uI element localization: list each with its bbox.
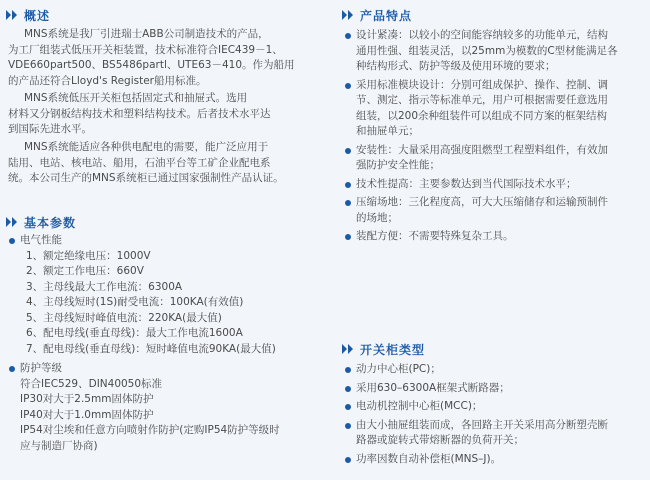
feature-line: 设计紧凑：以较小的空间能容纳较多的功能单元，结构	[356, 29, 608, 41]
type-line: 功率因数自动补偿柜(MNS–J)。	[356, 452, 502, 465]
protection-line: 应与制造厂协商)	[20, 439, 98, 452]
bullet-dot	[345, 33, 351, 39]
protection-line: IP54对尘埃和任意方向喷射作防护(定购IP54防护等级时	[20, 424, 280, 436]
type-line: 动力中心柜(PC)；	[356, 363, 441, 375]
types-header	[340, 340, 425, 358]
feature-line: 安装性：大量采用高强度阻燃型工程塑料组件，有效加	[356, 143, 608, 156]
bullet-dot	[345, 148, 351, 154]
param-item: 2、额定工作电压：660V	[26, 265, 144, 277]
feature-line: 通用性强、组装灵活，以25mm为模数的C型材能满足各	[356, 44, 618, 57]
list-item	[344, 229, 644, 245]
list-item	[344, 28, 644, 75]
feature-line: 装配方便：不需要特殊复杂工具。	[356, 230, 514, 242]
list-item	[344, 195, 644, 226]
feature-line: 技术性提高：主要参数达到当代国际技术水平；	[356, 177, 577, 190]
param-item: 3、主母线最大工作电流：6300A	[26, 280, 183, 293]
list-item	[344, 177, 644, 193]
text-line: 到国际先进水平。	[8, 123, 92, 135]
overview-title: 概述	[24, 8, 51, 23]
text-line: MNS系统是我厂引进瑞士ABB公司制造技术的产品，	[24, 28, 269, 40]
text-line: 为工厂组装式低压开关柜装置，技术标准符合IEC439－1、	[8, 43, 283, 56]
type-line: 电动机控制中心柜(MCC)；	[356, 400, 483, 412]
text-line: 材料又分钢板结构技术和塑料结构技术。后者技术水平达	[8, 107, 271, 120]
feature-line: 压缩场地：三化程度高，可大大压缩储存和运输预制件	[356, 196, 608, 208]
list-item	[8, 280, 328, 296]
bullet-dot	[9, 366, 15, 372]
feature-line: 强防护安全性能；	[356, 159, 440, 171]
protection-line: 符合IEC529、DIN40050标准	[20, 377, 163, 390]
text-line: 陆用、电站、核电站、船用，石油平台等工矿企业配电系	[8, 156, 271, 169]
text-line: 的产品还符合Lloyd's Register船用标准。	[8, 74, 207, 87]
list-item	[344, 78, 644, 140]
params-title: 基本参数	[24, 215, 77, 230]
param-item: 5、主母线短时峰值电流：220KA(最大值)	[26, 311, 222, 324]
double-chevron-icon	[340, 342, 356, 356]
feature-line: 和抽屉单元；	[356, 125, 419, 137]
types-title: 开关柜类型	[360, 342, 426, 357]
protection-heading: 防护等级	[20, 362, 62, 374]
list-item	[344, 399, 644, 415]
double-chevron-icon	[4, 215, 20, 229]
feature-line: 组装，以200余种组装件可以组成不同方案的框架结构	[356, 109, 608, 122]
text-line: MNS系统低压开关柜包括固定式和抽屉式。选用	[24, 92, 248, 104]
list-item	[344, 381, 644, 397]
params-list	[8, 233, 328, 454]
bullet-dot	[345, 234, 351, 240]
bullet-dot	[345, 200, 351, 206]
bullet-dot	[345, 83, 351, 89]
list-item	[8, 249, 328, 265]
bullet-dot	[345, 423, 351, 429]
list-item	[8, 264, 328, 280]
bullet-dot	[345, 182, 351, 188]
list-item	[344, 418, 644, 449]
overview-para-1	[8, 27, 326, 89]
text-line: VDE660part500、BS5486partl、UTE63－410。作为船用	[8, 59, 295, 71]
list-item	[8, 295, 328, 311]
param-item: 7、配电母线(垂直母线)：短时峰值电流90KA(最大值)	[26, 342, 276, 355]
overview-para-2	[8, 91, 326, 138]
protection-line: IP40对大于1.0mm固体防护	[20, 408, 154, 421]
list-item	[8, 423, 328, 439]
list-item	[344, 452, 644, 468]
list-item	[8, 361, 328, 377]
type-line: 路器或旋转式带熔断器的负荷开关；	[356, 434, 524, 446]
list-item	[344, 362, 644, 378]
list-item	[8, 311, 328, 327]
list-item	[8, 377, 328, 393]
list-item	[344, 143, 644, 174]
type-line: 由大小抽屉组装而成，各回路主开关采用高分断塑壳断	[356, 418, 608, 431]
param-item: 4、主母线短时(1S)耐受电流：100KA(有效值)	[26, 296, 244, 308]
param-item: 6、配电母线(垂直母线)：最大工作电流1600A	[26, 327, 243, 339]
double-chevron-icon	[340, 8, 356, 22]
protection-line: IP30对大于2.5mm固体防护	[20, 393, 154, 405]
types-list	[344, 362, 644, 467]
list-item	[8, 408, 328, 424]
bullet-dot	[345, 404, 351, 410]
list-item	[8, 342, 328, 358]
bullet-dot	[345, 457, 351, 463]
list-item	[8, 439, 328, 455]
features-header	[340, 6, 412, 24]
overview-para-3	[8, 140, 326, 187]
bullet-dot	[345, 367, 351, 373]
bullet-dot	[345, 386, 351, 392]
features-title: 产品特点	[360, 8, 413, 23]
list-item	[8, 326, 328, 342]
list-item	[8, 233, 328, 249]
type-line: 采用630–6300A框架式断路器；	[356, 381, 510, 394]
feature-line: 种结构形式、防护等级及使用环境的要求；	[356, 60, 556, 72]
text-line: MNS系统能适应各种供电配电的需要，能广泛应用于	[24, 141, 269, 153]
param-item: 1、额定绝缘电压：1000V	[26, 249, 151, 262]
text-line: 统。本公司生产的MNS系统柜已通过国家强制性产品认证。	[8, 172, 284, 184]
feature-line: 的场地；	[356, 211, 398, 224]
electrical-heading: 电气性能	[20, 234, 62, 246]
params-header	[4, 213, 76, 231]
double-chevron-icon	[4, 8, 20, 22]
feature-line: 采用标准模块设计：分别可组成保护、操作、控制、调	[356, 78, 608, 91]
features-list	[344, 28, 644, 245]
list-item	[8, 392, 328, 408]
feature-line: 节、测定、指示等标准单元，用户可根据需要任意选用	[356, 94, 608, 106]
overview-header	[4, 6, 50, 24]
bullet-dot	[9, 238, 15, 244]
